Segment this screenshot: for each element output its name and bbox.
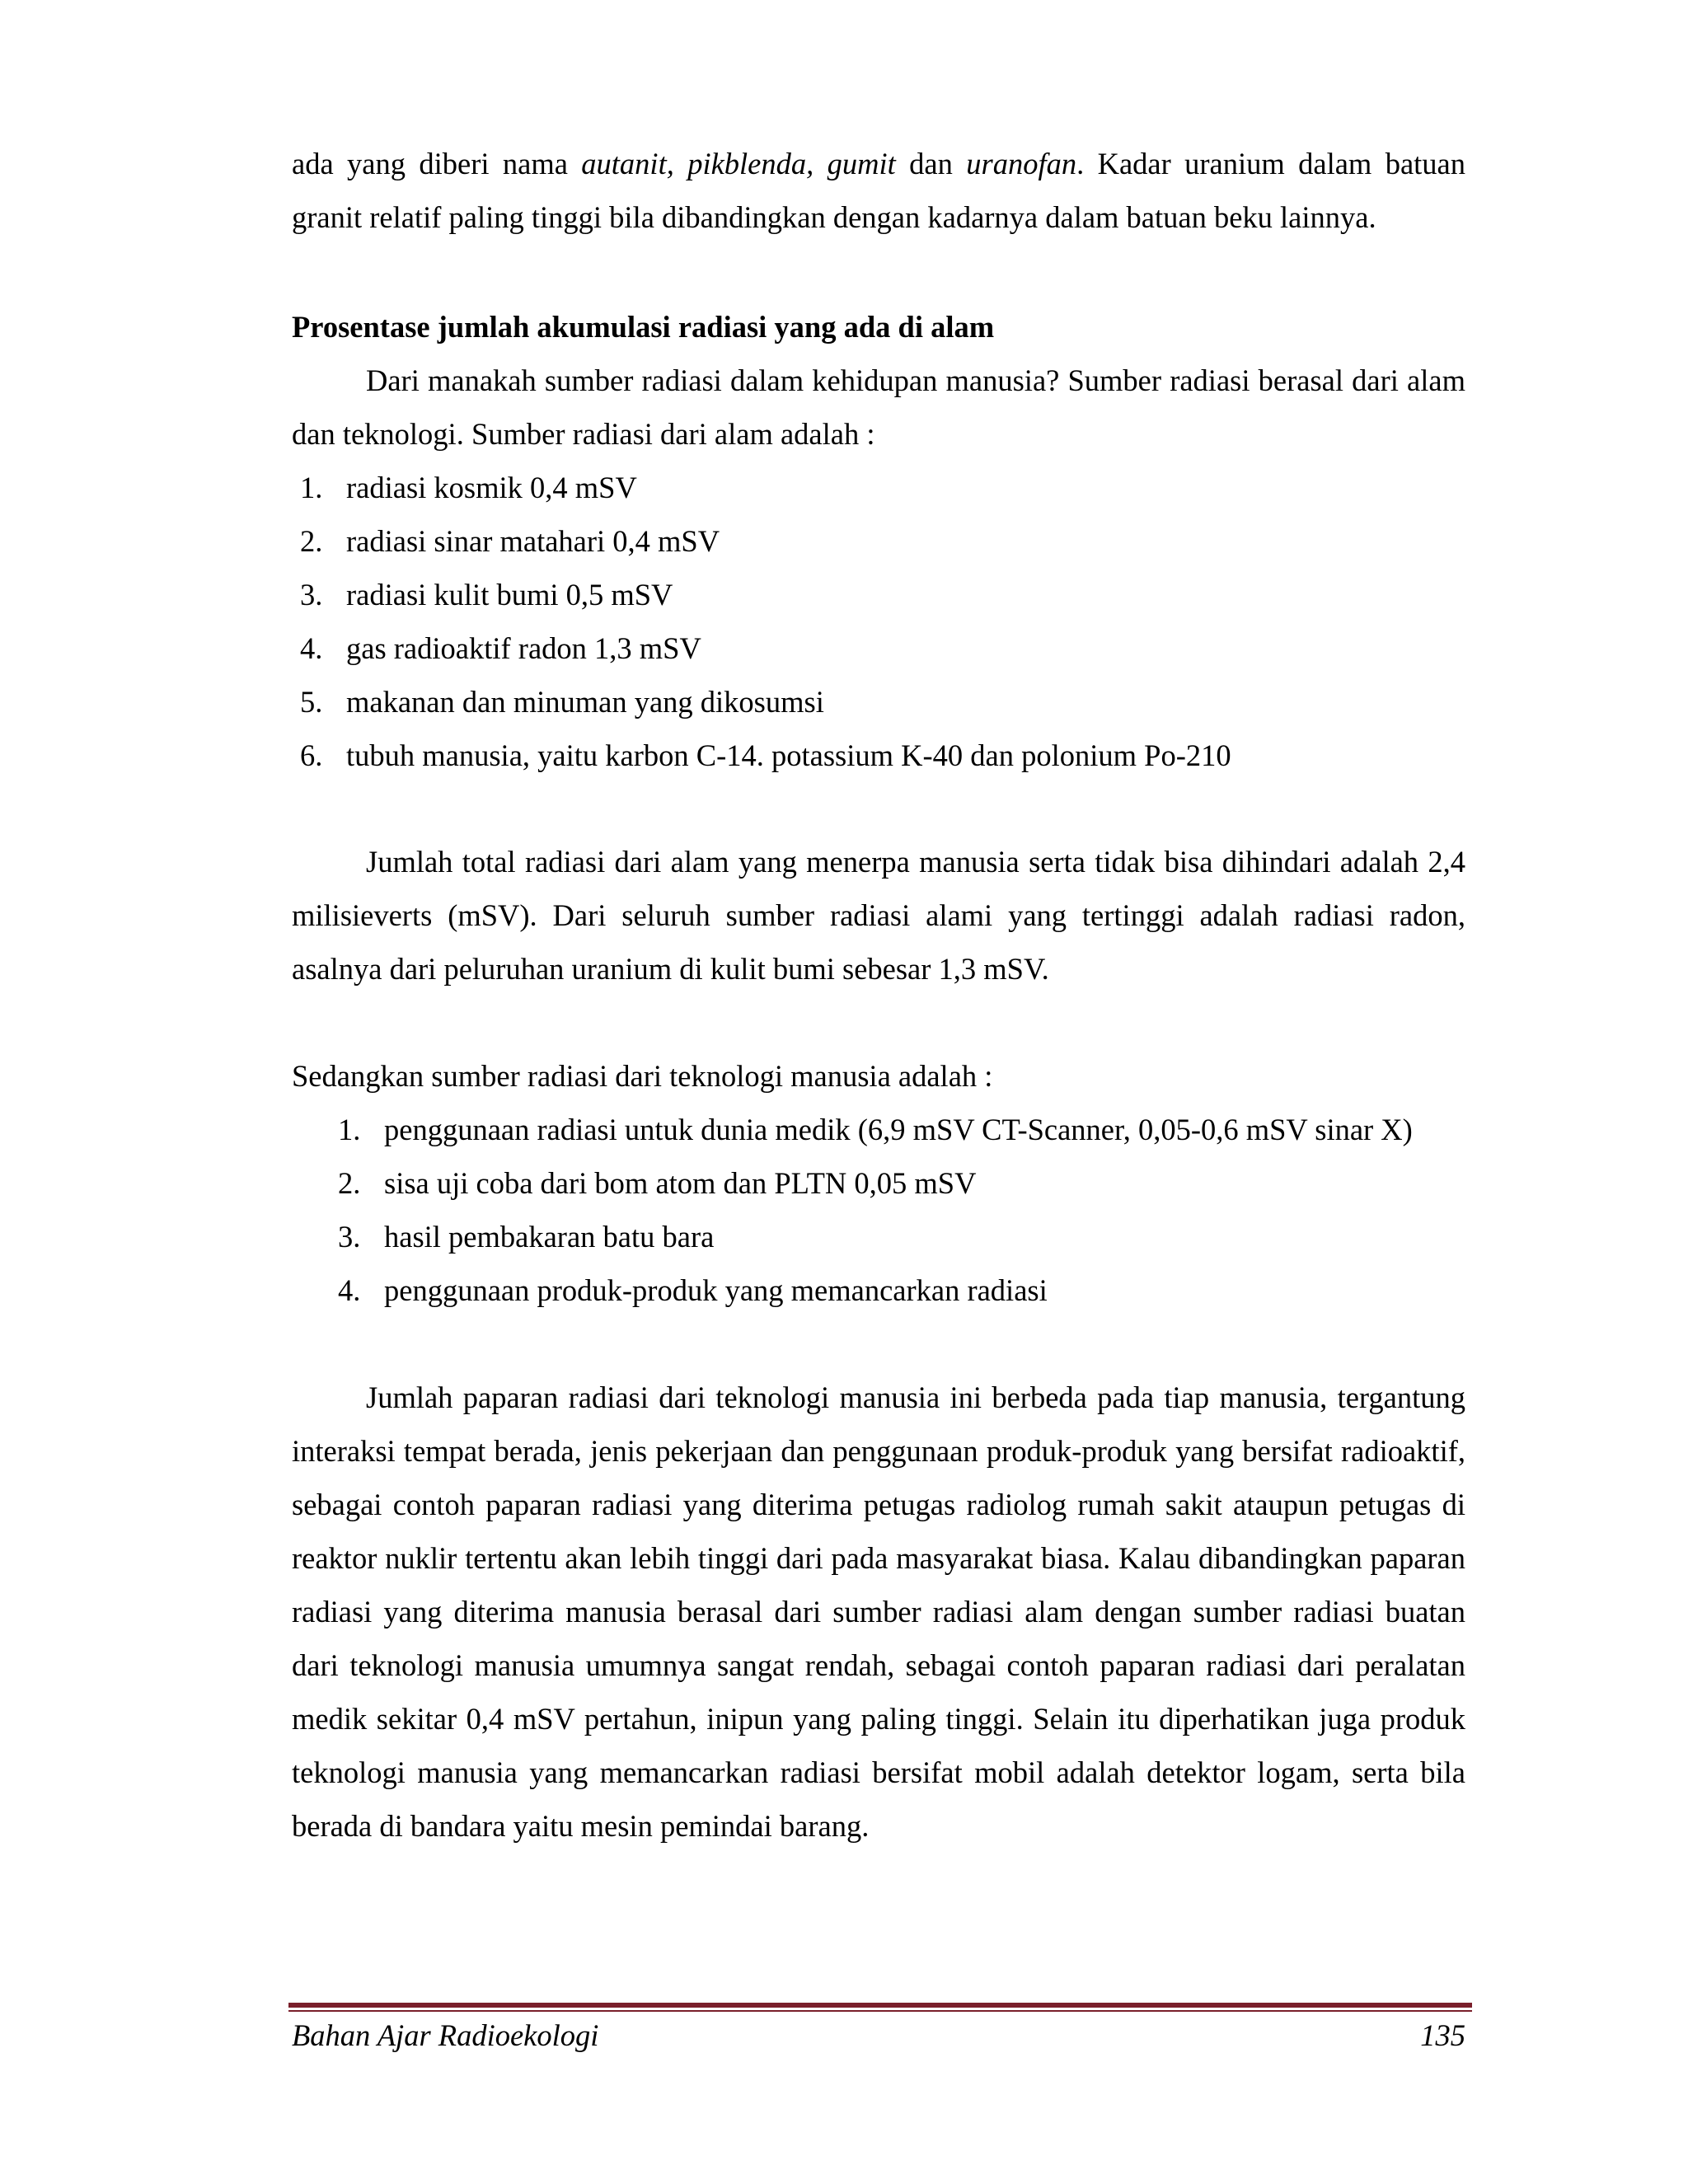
list-item-number: 1.: [300, 471, 323, 504]
list-item-number: 3.: [338, 1220, 361, 1254]
list-item-text: radiasi kulit bumi 0,5 mSV: [346, 578, 673, 612]
tech-sources-list: [292, 1103, 1465, 1317]
tech-sources-intro: Sedangkan sumber radiasi dari teknologi manusia adalah :: [292, 1059, 993, 1093]
intro-uranofan: uranofan: [966, 147, 1077, 180]
list-item-text: radiasi sinar matahari 0,4 mSV: [346, 524, 720, 558]
list-item-number: 3.: [300, 578, 323, 612]
list-item-text: penggunaan produk-produk yang memancarkan radiasi: [384, 1273, 1048, 1307]
section-paragraph-3: Jumlah paparan radiasi dari teknologi manusia ini berbeda pada tiap manusia, tergantung interaksi tempat berada, jenis pekerjaan dan penggunaan produk-produk yang bersifat radioaktif, sebagai contoh paparan radiasi yang diterima petugas radiolog rumah sakit ataupun petugas di reaktor nuklir tertentu akan lebih tinggi dari pada masyarakat biasa. Kalau dibandingkan paparan radiasi yang diterima manusia berasal dari sumber radiasi alam dengan sumber radiasi buatan dari teknologi manusia umumnya sangat rendah, sebagai contoh paparan radiasi dari peralatan medik sekitar 0,4 mSV pertahun, inipun yang paling tinggi. Selain itu diperhatikan juga produk teknologi manusia yang memancarkan radiasi bersifat mobil adalah detektor logam, serta bila berada di bandara yaitu mesin pemindai barang.: [292, 1380, 1465, 1843]
list-item: [292, 729, 1465, 782]
natural-sources-list: [292, 461, 1465, 782]
footer-book-title: Bahan Ajar Radioekologi: [292, 2018, 599, 2052]
intro-text-c: . Kadar uranium dalam batuan granit relatif paling tinggi bila dibandingkan dengan kadarnya dalam batuan beku lainnya.: [292, 147, 1465, 234]
list-item: [292, 1156, 1465, 1210]
list-item: [292, 621, 1465, 675]
list-item-number: 5.: [300, 685, 323, 719]
list-item-number: 4.: [300, 631, 323, 665]
list-item-text: tubuh manusia, yaitu karbon C-14. potassium K-40 dan polonium Po-210: [346, 738, 1231, 772]
page-number: 135: [1420, 2018, 1465, 2052]
list-item-number: 2.: [338, 1166, 361, 1200]
intro-mineral-names: autanit, pikblenda, gumit: [581, 147, 896, 180]
list-item-text: penggunaan radiasi untuk dunia medik (6,9 mSV CT-Scanner, 0,05-0,6 mSV sinar X): [384, 1113, 1413, 1146]
list-item-text: makanan dan minuman yang dikosumsi: [346, 685, 824, 719]
list-item: [292, 1263, 1465, 1317]
list-item-number: 4.: [338, 1273, 361, 1307]
footer-rule-thin: [288, 2010, 1472, 2012]
section-heading: Prosentase jumlah akumulasi radiasi yang ada di alam: [292, 310, 995, 344]
list-item-text: sisa uji coba dari bom atom dan PLTN 0,05 mSV: [384, 1166, 977, 1200]
list-item-text: gas radioaktif radon 1,3 mSV: [346, 631, 701, 665]
list-item: [292, 514, 1465, 568]
list-item-number: 1.: [338, 1113, 361, 1146]
list-item-text: radiasi kosmik 0,4 mSV: [346, 471, 637, 504]
intro-paragraph: [292, 137, 1465, 244]
list-item: [292, 461, 1465, 514]
list-item-number: 2.: [300, 524, 323, 558]
intro-text-b: dan: [895, 147, 967, 180]
list-item-text: hasil pembakaran batu bara: [384, 1220, 715, 1254]
list-item-number: 6.: [300, 738, 323, 772]
list-item: [292, 1210, 1465, 1263]
list-item: [292, 1103, 1465, 1156]
section-paragraph-1: Dari manakah sumber radiasi dalam kehidupan manusia? Sumber radiasi berasal dari alam dan teknologi. Sumber radiasi dari alam adalah :: [292, 363, 1465, 451]
list-item: [292, 675, 1465, 729]
intro-text-a: ada yang diberi nama: [292, 147, 582, 180]
section-paragraph-2: Jumlah total radiasi dari alam yang menerpa manusia serta tidak bisa dihindari adalah 2,4 milisieverts (mSV). Dari seluruh sumber radiasi alami yang tertinggi adalah radiasi radon, asalnya dari peluruhan uranium di kulit bumi sebesar 1,3 mSV.: [292, 845, 1465, 986]
footer-rule: [288, 2003, 1472, 2012]
list-item: [292, 568, 1465, 621]
